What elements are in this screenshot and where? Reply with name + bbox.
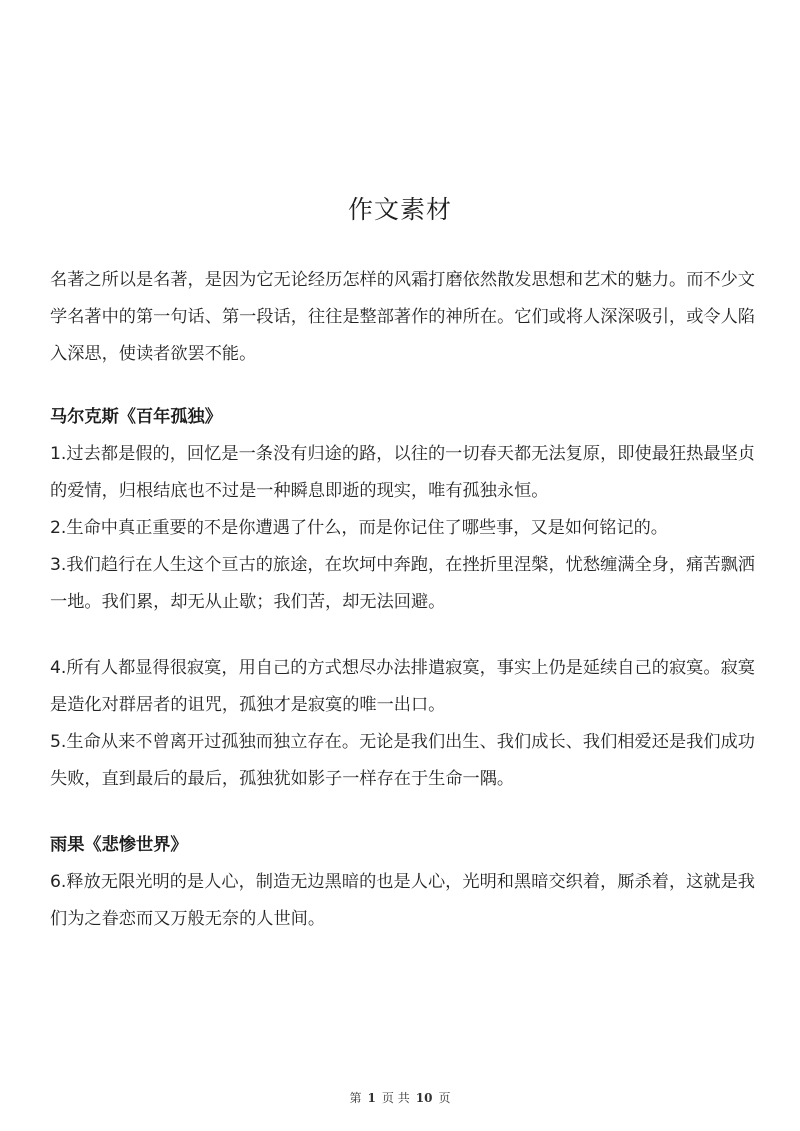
section-heading: 雨果《悲惨世界》 — [50, 835, 188, 855]
quote-paragraph: 3.我们趋行在人生这个亘古的旅途，在坎坷中奔跑，在挫折里涅槃，忧愁缠满全身，痛苦飘洒一地。我们累，却无从止歇；我们苦，却无法回避。 — [50, 555, 755, 612]
quote-paragraph: 1.过去都是假的，回忆是一条没有归途的路，以往的一切春天都无法复原，即使最狂热最坚贞的爱情，归根结底也不过是一种瞬息即逝的现实，唯有孤独永恒。 — [50, 444, 755, 501]
quote-paragraph: 2.生命中真正重要的不是你遭遇了什么，而是你记住了哪些事，又是如何铭记的。 — [50, 518, 668, 538]
quote-paragraph: 4.所有人都显得很寂寞，用自己的方式想尽办法排遣寂寞，事实上仍是延续自己的寂寞。寂寞是造化对群居者的诅咒，孤独才是寂寞的唯一出口。 — [50, 658, 755, 715]
footer-prefix: 第 — [349, 1091, 362, 1105]
total-pages-number: 10 — [415, 1091, 433, 1105]
section-heading: 马尔克斯《百年孤独》 — [50, 407, 222, 427]
quote-paragraph: 6.释放无限光明的是人心，制造无边黑暗的也是人心，光明和黑暗交织着，厮杀着，这就是我们为之眷恋而又万般无奈的人世间。 — [50, 872, 755, 929]
paragraph-gap — [50, 621, 755, 650]
document-body — [50, 262, 755, 938]
paragraph-gap — [50, 798, 755, 827]
footer-middle: 页 共 — [381, 1091, 410, 1105]
intro-paragraph: 名著之所以是名著，是因为它无论经历怎样的风霜打磨依然散发思想和艺术的魅力。而不少文学名著中的第一句话、第一段话，往往是整部著作的神所在。它们或将人深深吸引，或令人陷入深思，使读者欲罢不能。 — [50, 270, 755, 364]
current-page-number: 1 — [367, 1091, 376, 1105]
page-footer — [0, 1089, 800, 1106]
page-title: 作文素材 — [347, 195, 452, 224]
quote-paragraph: 5.生命从来不曾离开过孤独而独立存在。无论是我们出生、我们成长、我们相爱还是我们成功失败，直到最后的最后，孤独犹如影子一样存在于生命一隅。 — [50, 732, 755, 789]
footer-suffix: 页 — [438, 1091, 451, 1105]
